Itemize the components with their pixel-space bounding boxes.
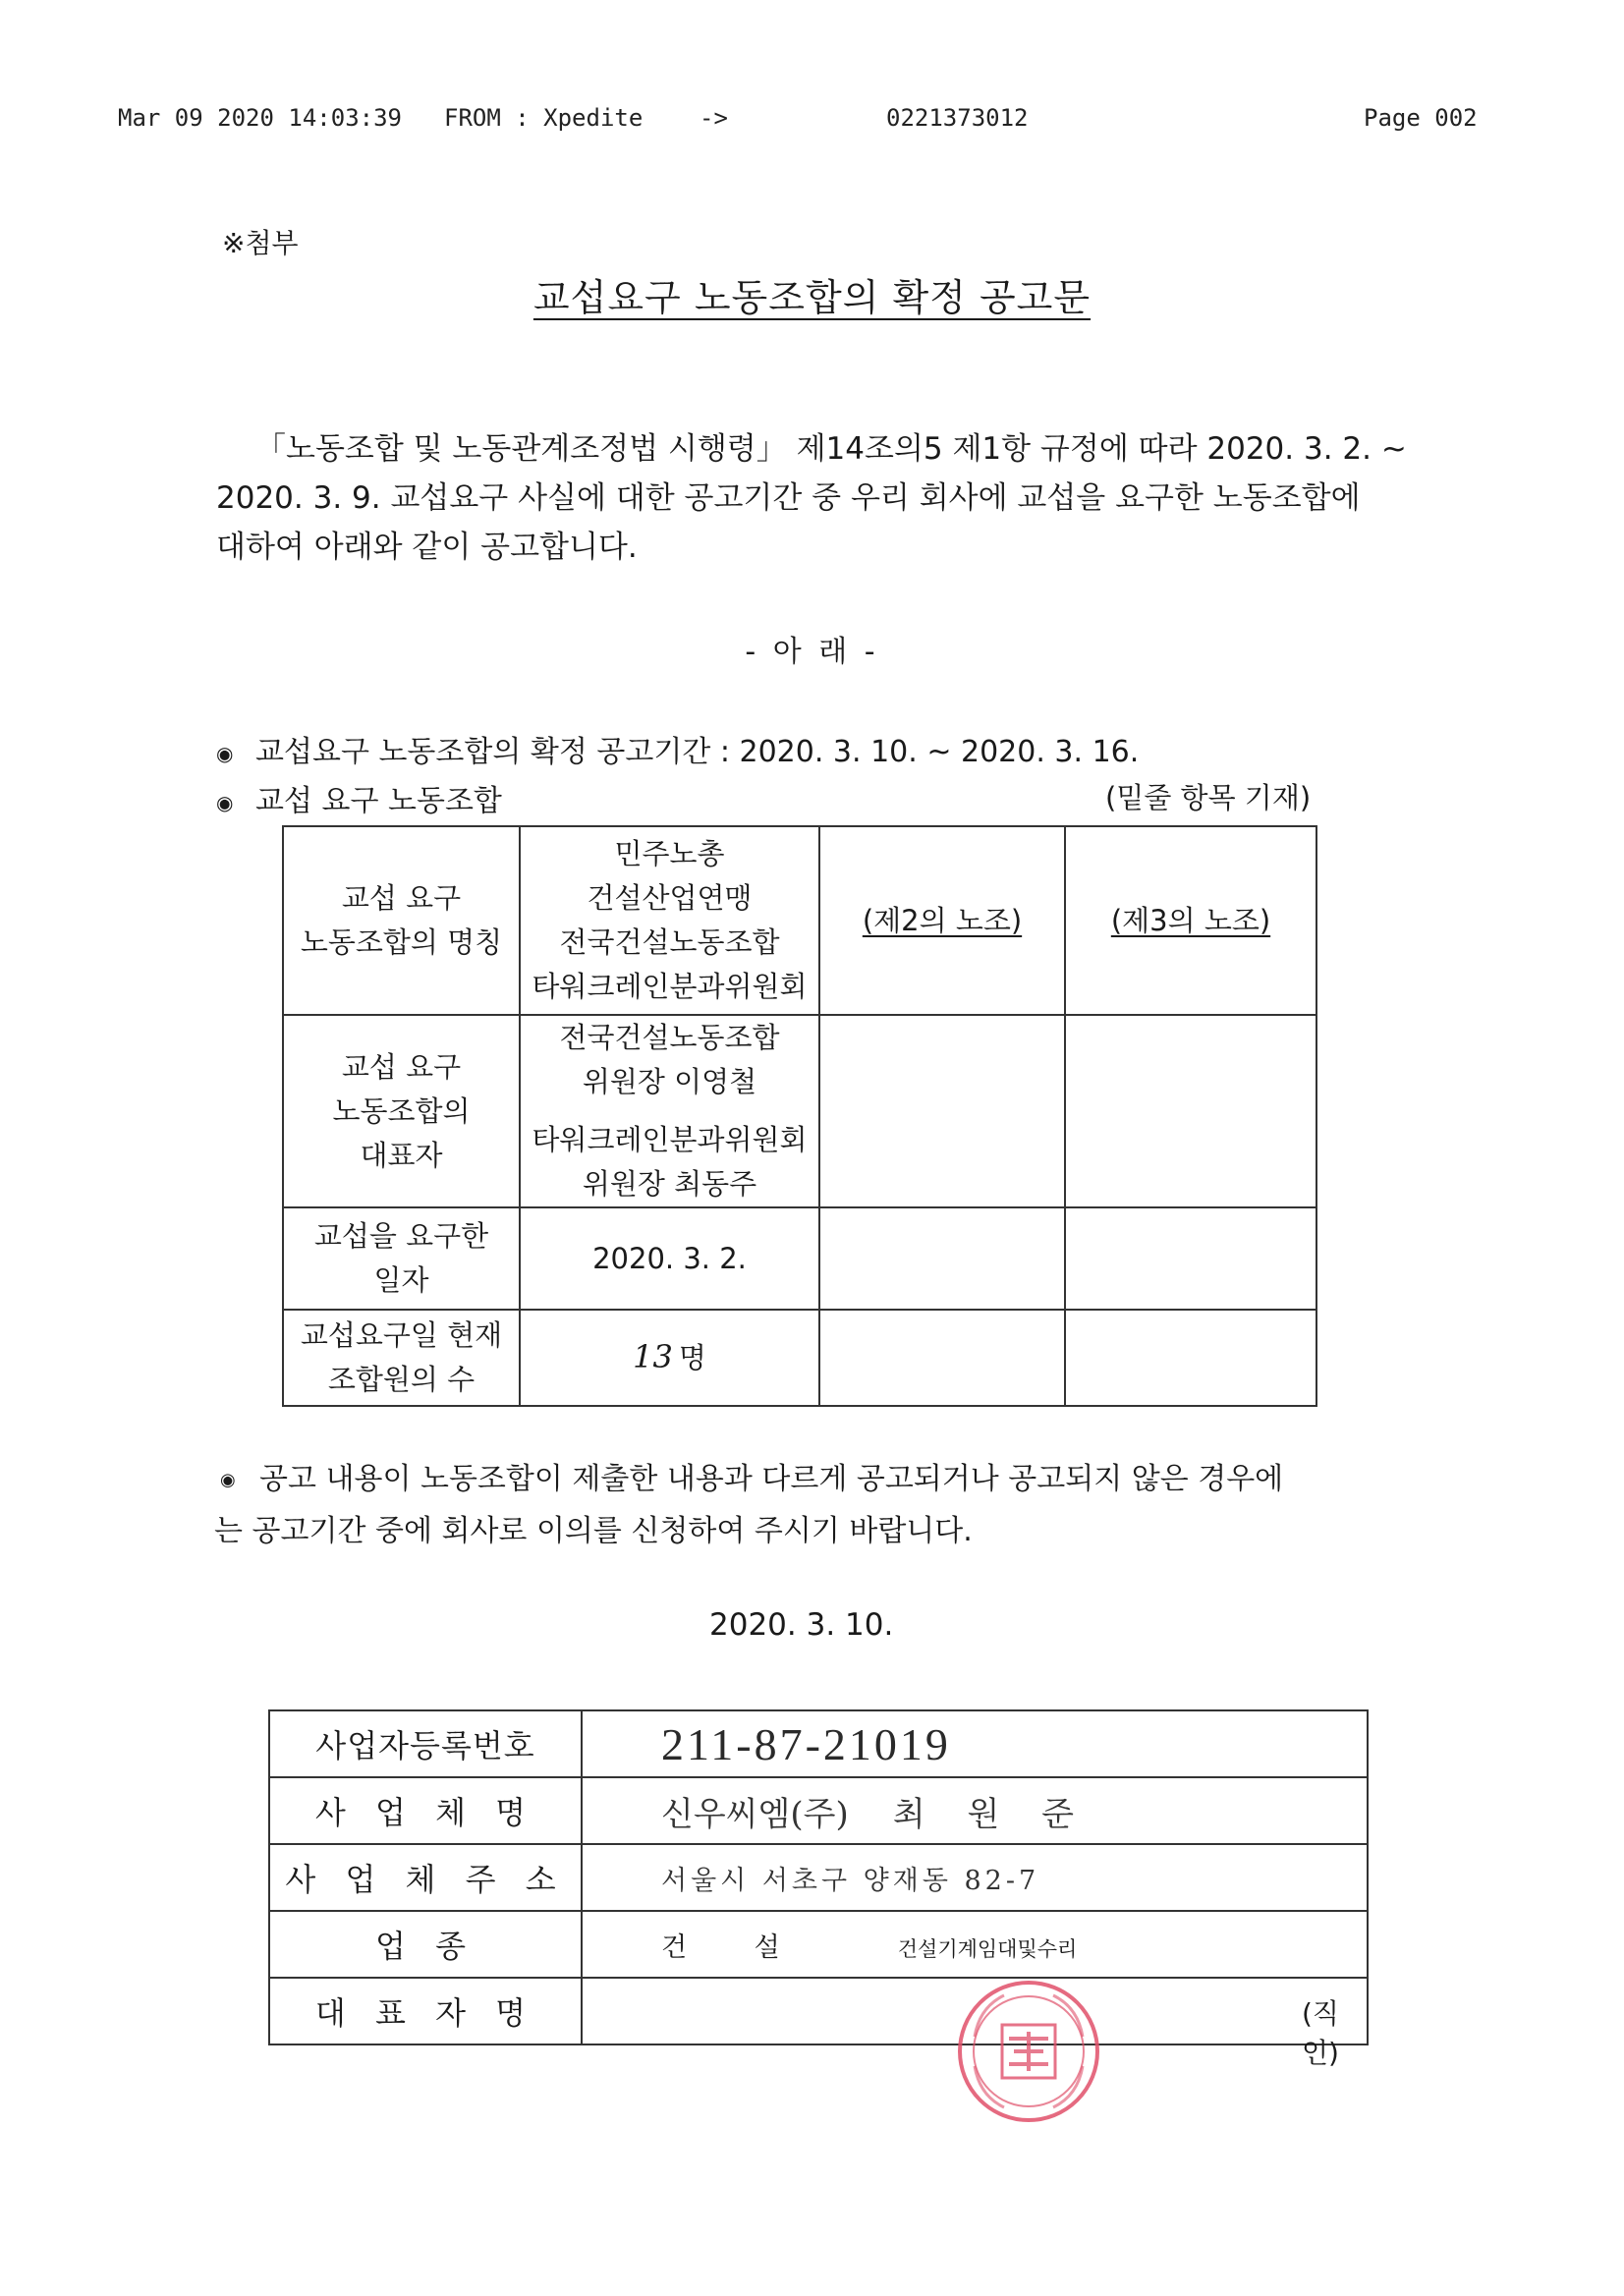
intro-line-1: 「노동조합 및 노동관계조정법 시행령」 제14조의5 제1항 규정에 따라 2020. 3. 2. ~ — [255, 431, 1407, 467]
ceo-name: 최 원 준 — [892, 1794, 1090, 1834]
company-name: 신우씨엠(주) — [661, 1794, 849, 1834]
date-label-line: 일자 — [373, 1263, 429, 1297]
rep-value-cell — [520, 1015, 819, 1207]
company-address: 서울시 서초구 양재동 82-7 — [661, 1865, 1040, 1896]
company-label: 사 업 체 주 소 — [269, 1844, 582, 1911]
fax-timestamp: Mar 09 2020 14:03:39 — [118, 104, 402, 132]
company-value — [582, 1911, 1368, 1978]
empty-cell — [819, 1310, 1065, 1406]
name-label-line: 노동조합의 명칭 — [300, 925, 503, 959]
company-label: 사 업 체 명 — [269, 1777, 582, 1844]
intro-line-3: 대하여 아래와 같이 공고합니다. — [216, 530, 638, 565]
company-label: 업 종 — [269, 1911, 582, 1978]
bullet-period — [216, 727, 1139, 770]
bullet-period-text: 교섭요구 노동조합의 확정 공고기간 : 2020. 3. 10. ~ 2020. 3. 16. — [255, 735, 1140, 769]
members-unit: 명 — [678, 1341, 706, 1374]
name-label-cell — [283, 826, 520, 1015]
members-value-cell — [520, 1310, 819, 1406]
bullet-unions-text: 교섭 요구 노동조합 — [255, 784, 502, 818]
company-seal-icon — [955, 1978, 1102, 2125]
industry-detail: 건설기계임대및수리 — [897, 1936, 1078, 1961]
bullet-unions — [216, 776, 502, 819]
members-label-cell — [283, 1310, 520, 1406]
table-row — [283, 826, 1316, 1015]
date-label-line: 교섭을 요구한 — [313, 1219, 489, 1253]
empty-cell — [1065, 1207, 1316, 1310]
fax-arrow: -> — [700, 104, 728, 132]
members-label-line: 조합원의 수 — [327, 1363, 476, 1396]
notice-line-2: 는 공고기간 중에 회사로 이의를 신청하여 주시기 바랍니다. — [214, 1513, 973, 1548]
rep-label-cell — [283, 1015, 520, 1207]
bullet-icon: ◉ — [216, 790, 234, 814]
rep-label-line: 교섭 요구 — [341, 1049, 462, 1084]
members-label-line: 교섭요구일 현재 — [300, 1318, 503, 1352]
industry-type: 건 설 — [661, 1932, 810, 1963]
union1-line: 타워크레인분과위원회 — [532, 970, 808, 1003]
union3-name-cell — [1065, 826, 1316, 1015]
objection-notice — [214, 1454, 1413, 1557]
bullet-icon: ◉ — [216, 741, 234, 765]
intro-paragraph — [216, 424, 1407, 572]
company-label: 사업자등록번호 — [269, 1710, 582, 1777]
seal-placeholder: (직인) — [1302, 1997, 1339, 2069]
registration-number: 211-87-21019 — [661, 1718, 951, 1769]
union1-line: 건설산업연맹 — [587, 881, 753, 915]
issue-date: 2020. 3. 10. — [709, 1607, 894, 1643]
fax-number: 0221373012 — [886, 104, 1029, 132]
union1-line: 민주노총 — [614, 837, 725, 870]
company-value — [582, 1844, 1368, 1911]
company-label: 대 표 자 명 — [269, 1978, 582, 2044]
members-count: 13 — [633, 1338, 673, 1375]
name-label-line: 교섭 요구 — [341, 881, 462, 915]
rep-line: 타워크레인분과위원회 — [532, 1123, 808, 1156]
union2-name-cell — [819, 826, 1065, 1015]
company-value — [582, 1777, 1368, 1844]
fax-from: FROM : Xpedite — [444, 104, 644, 132]
intro-line-2: 2020. 3. 9. 교섭요구 사실에 대한 공고기간 중 우리 회사에 교섭을 요구한 노동조합에 — [216, 480, 1361, 516]
rep-line: 전국건설노동조합 — [559, 1021, 780, 1054]
fax-page: Page 002 — [1364, 104, 1478, 132]
underline-note: (밑줄 항목 기재) — [1105, 781, 1312, 814]
rep-line: 위원장 최동주 — [582, 1167, 757, 1201]
table-row — [269, 1777, 1368, 1844]
company-value — [582, 1710, 1368, 1777]
union-table — [282, 825, 1317, 1407]
table-row — [269, 1710, 1368, 1777]
union2-name: (제2의 노조) — [862, 903, 1023, 937]
union1-line: 전국건설노동조합 — [559, 925, 780, 959]
empty-cell — [819, 1207, 1065, 1310]
rep-line: 위원장 이영철 — [582, 1065, 757, 1098]
union3-name: (제3의 노조) — [1110, 903, 1271, 937]
rep-label-line: 노동조합의 — [332, 1093, 471, 1128]
table-row — [269, 1978, 1368, 2044]
table-row — [269, 1911, 1368, 1978]
union1-name-cell — [520, 826, 819, 1015]
company-table — [268, 1709, 1369, 2069]
attachment-label: ※첨부 — [222, 227, 299, 259]
document-title: 교섭요구 노동조합의 확정 공고문 — [532, 276, 1092, 319]
empty-cell — [819, 1015, 1065, 1207]
table-row — [283, 1310, 1316, 1406]
date-label-cell — [283, 1207, 520, 1310]
rep-label-line: 대표자 — [360, 1138, 443, 1172]
below-heading: - 아 래 - — [745, 635, 879, 669]
table-row — [283, 1207, 1316, 1310]
table-row — [283, 1015, 1316, 1207]
bullet-icon: ◉ — [220, 1469, 236, 1490]
table-row — [269, 1844, 1368, 1911]
date-value-cell: 2020. 3. 2. — [520, 1207, 819, 1310]
empty-cell — [1065, 1310, 1316, 1406]
empty-cell — [1065, 1015, 1316, 1207]
notice-line-1: 공고 내용이 노동조합이 제출한 내용과 다르게 공고되거나 공고되지 않은 경우에 — [259, 1462, 1284, 1496]
